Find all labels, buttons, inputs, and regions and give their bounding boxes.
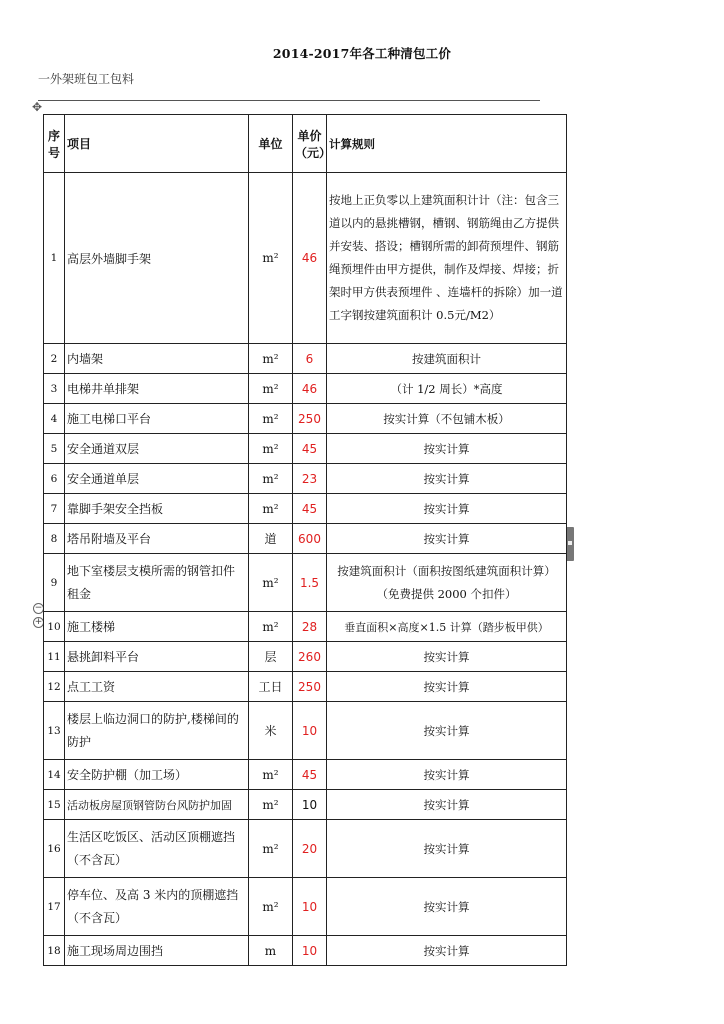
- price-table: [43, 114, 567, 966]
- row-rule: 按建筑面积计（面积按图纸建筑面积计算）（免费提供 2000 个扣件）: [327, 554, 567, 612]
- row-rule: （计 1/2 周长）*高度: [327, 374, 567, 404]
- row-item: 施工现场周边围挡: [65, 936, 249, 966]
- row-unit: 工日: [249, 672, 293, 702]
- row-no: 18: [44, 936, 65, 966]
- row-unit: m²: [249, 374, 293, 404]
- row-price: 250: [293, 404, 327, 434]
- row-rule: 按实计算（不包铺木板）: [327, 404, 567, 434]
- row-no: 16: [44, 820, 65, 878]
- row-rule: 按实计算: [327, 434, 567, 464]
- row-item: 安全通道双层: [65, 434, 249, 464]
- row-price: 46: [293, 374, 327, 404]
- row-item: 安全防护棚（加工场）: [65, 760, 249, 790]
- row-price: 260: [293, 642, 327, 672]
- row-item: 内墙架: [65, 344, 249, 374]
- row-price: 45: [293, 494, 327, 524]
- row-unit: m²: [249, 760, 293, 790]
- row-no: 14: [44, 760, 65, 790]
- table-move-handle-icon[interactable]: ✥: [32, 100, 43, 114]
- row-price: 10: [293, 936, 327, 966]
- row-rule: 垂直面积×高度×1.5 计算（踏步板甲供）: [327, 612, 567, 642]
- row-rule: 按实计算: [327, 464, 567, 494]
- row-price: 28: [293, 612, 327, 642]
- table-row: [44, 878, 567, 936]
- table-row: [44, 820, 567, 878]
- row-price: 23: [293, 464, 327, 494]
- row-unit: m: [249, 936, 293, 966]
- row-item: 高层外墙脚手架: [65, 173, 249, 344]
- row-no: 10: [44, 612, 65, 642]
- row-price: 600: [293, 524, 327, 554]
- row-no: 6: [44, 464, 65, 494]
- row-unit: m²: [249, 820, 293, 878]
- row-price: 250: [293, 672, 327, 702]
- row-no: 15: [44, 790, 65, 820]
- row-no: 9: [44, 554, 65, 612]
- table-row: [44, 702, 567, 760]
- row-price: 6: [293, 344, 327, 374]
- table-header-row: [44, 115, 567, 173]
- row-item: 电梯井单排架: [65, 374, 249, 404]
- row-no: 2: [44, 344, 65, 374]
- row-unit: m²: [249, 464, 293, 494]
- document-title: 2014-2017年各工种清包工价: [272, 46, 452, 61]
- section-subtitle: 一外架班包工包料: [38, 72, 135, 86]
- row-price: 46: [293, 173, 327, 344]
- collapse-icon[interactable]: −: [34, 603, 43, 613]
- row-item: 地下室楼层支模所需的钢管扣件租金: [65, 554, 249, 612]
- row-item: 施工楼梯: [65, 612, 249, 642]
- row-no: 13: [44, 702, 65, 760]
- row-rule: 按建筑面积计: [327, 344, 567, 374]
- table-row: [44, 554, 567, 612]
- table-row: [44, 374, 567, 404]
- row-rule: 按实计算: [327, 936, 567, 966]
- row-unit: m²: [249, 790, 293, 820]
- row-rule: 按实计算: [327, 790, 567, 820]
- row-no: 5: [44, 434, 65, 464]
- row-rule: 按实计算: [327, 878, 567, 936]
- row-item: 活动板房屋顶钢管防台风防护加固: [65, 790, 249, 820]
- header-unit: 单位: [249, 115, 293, 173]
- row-no: 7: [44, 494, 65, 524]
- row-rule: 按实计算: [327, 524, 567, 554]
- row-unit: 米: [249, 702, 293, 760]
- header-no: 序号: [44, 115, 65, 173]
- row-unit: m²: [249, 173, 293, 344]
- row-no: 1: [44, 173, 65, 344]
- row-rule: 按实计算: [327, 642, 567, 672]
- row-price: 10: [293, 790, 327, 820]
- row-item: 生活区吃饭区、活动区顶棚遮挡（不含瓦）: [65, 820, 249, 878]
- row-unit: m²: [249, 612, 293, 642]
- row-price: 45: [293, 760, 327, 790]
- row-item: 施工电梯口平台: [65, 404, 249, 434]
- table-row: [44, 790, 567, 820]
- row-price: 20: [293, 820, 327, 878]
- row-unit: 层: [249, 642, 293, 672]
- row-rule: 按地上正负零以上建筑面积计计（注：包含三道以内的悬挑槽钢，槽钢、钢筋绳由乙方提供并安装、搭设；槽钢所需的卸荷预埋件、钢筋绳预埋件由甲方提供，制作及焊接、焊接；折架时甲方供表预埋件 、连墙杆的拆除）加一道工字钢按建筑面积计 0.5元/M2）: [327, 173, 567, 344]
- row-price: 10: [293, 702, 327, 760]
- row-rule: 按实计算: [327, 672, 567, 702]
- header-price: 单价（元）: [293, 115, 327, 173]
- row-rule: 按实计算: [327, 494, 567, 524]
- row-unit: m²: [249, 404, 293, 434]
- table-row: [44, 494, 567, 524]
- row-rule: 按实计算: [327, 702, 567, 760]
- row-item: 悬挑卸料平台: [65, 642, 249, 672]
- row-item: 安全通道单层: [65, 464, 249, 494]
- table-row: [44, 672, 567, 702]
- row-item: 点工工资: [65, 672, 249, 702]
- row-no: 11: [44, 642, 65, 672]
- row-unit: m²: [249, 434, 293, 464]
- row-unit: m²: [249, 554, 293, 612]
- header-item: 项目: [65, 115, 249, 173]
- row-unit: m²: [249, 494, 293, 524]
- row-unit: 道: [249, 524, 293, 554]
- scroll-handle[interactable]: [566, 527, 574, 561]
- row-rule: 按实计算: [327, 820, 567, 878]
- table-row: [44, 434, 567, 464]
- table-row: [44, 642, 567, 672]
- row-price: 10: [293, 878, 327, 936]
- row-item: 楼层上临边洞口的防护,楼梯间的防护: [65, 702, 249, 760]
- table-row: [44, 524, 567, 554]
- row-item: 靠脚手架安全挡板: [65, 494, 249, 524]
- row-price: 1.5: [293, 554, 327, 612]
- table-row: [44, 464, 567, 494]
- row-item: 塔吊附墙及平台: [65, 524, 249, 554]
- row-item: 停车位、及高 3 米内的顶棚遮挡（不含瓦）: [65, 878, 249, 936]
- table-row: [44, 936, 567, 966]
- table-row: [44, 344, 567, 374]
- table-row: [44, 404, 567, 434]
- row-unit: m²: [249, 344, 293, 374]
- row-no: 3: [44, 374, 65, 404]
- row-no: 4: [44, 404, 65, 434]
- row-price: 45: [293, 434, 327, 464]
- row-no: 17: [44, 878, 65, 936]
- table-row: [44, 173, 567, 344]
- header-rule: 计算规则: [327, 115, 567, 173]
- row-unit: m²: [249, 878, 293, 936]
- row-no: 8: [44, 524, 65, 554]
- table-row: [44, 612, 567, 642]
- divider-line: [38, 100, 540, 101]
- row-no: 12: [44, 672, 65, 702]
- row-rule: 按实计算: [327, 760, 567, 790]
- table-row: [44, 760, 567, 790]
- expand-icon[interactable]: +: [34, 617, 43, 627]
